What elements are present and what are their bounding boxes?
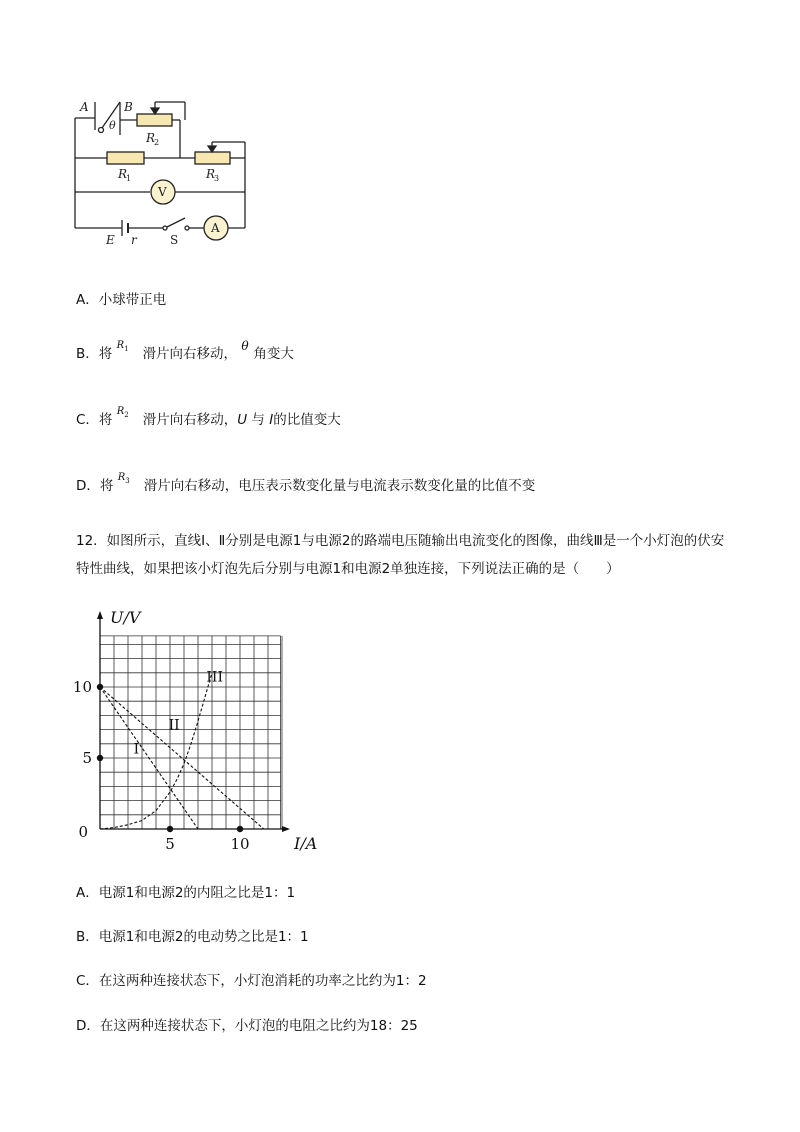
q12-option-b: B．电源1和电源2的电动势之比是1：1	[76, 929, 309, 945]
data-point-2	[97, 755, 103, 761]
symbol-r3: $R_3$	[117, 472, 130, 485]
symbol-r1: $R_1$	[116, 340, 129, 353]
label-r3-sub: 3	[214, 174, 220, 183]
resistor-r3	[195, 152, 230, 164]
circuit-diagram	[60, 90, 270, 250]
label-v: V	[158, 185, 167, 199]
data-point-4	[237, 826, 243, 832]
label-b: B	[124, 100, 133, 114]
symbol-i: I	[269, 412, 274, 428]
q11-option-a	[76, 291, 166, 309]
q11-option-d	[76, 472, 536, 500]
label-r2-sub: 2	[154, 138, 160, 147]
data-point-3	[167, 826, 173, 832]
series-label-2: II	[168, 717, 180, 734]
switch-icon	[167, 218, 185, 227]
option-b-end: 角变大	[253, 346, 294, 362]
ui-chart	[70, 605, 330, 855]
symbol-r2: $R_2$	[116, 406, 129, 419]
label-r: r	[131, 233, 137, 247]
x-tick-label: 10	[230, 835, 250, 853]
q11-option-c	[76, 406, 341, 434]
ball-icon	[99, 128, 104, 133]
option-c-prefix: C．将	[76, 412, 113, 428]
label-s: S	[170, 233, 179, 247]
ui-chart-svg	[70, 605, 330, 855]
y-tick-label: 10	[72, 678, 92, 696]
option-d-prefix: D．将	[76, 478, 114, 494]
x-tick-label: 5	[165, 835, 175, 853]
q11-option-a-text: A．小球带正电	[76, 292, 167, 308]
r3-slider-icon	[208, 146, 216, 152]
resistor-r2	[137, 114, 172, 126]
label-theta: θ	[109, 119, 116, 132]
resistor-r1	[107, 152, 144, 164]
origin-label: 0	[78, 823, 88, 841]
q12-option-c: C．在这两种连接状态下，小灯泡消耗的功率之比约为1：2	[76, 973, 427, 989]
label-e: E	[106, 233, 115, 247]
label-r3: R	[206, 167, 216, 181]
y-tick-label: 5	[82, 749, 92, 767]
option-d-text: 滑片向右移动，电压表示数变化量与电流表示数变化量的比值不变	[143, 478, 536, 494]
symbol-theta: θ	[241, 339, 249, 353]
label-ammeter: A	[211, 221, 220, 235]
series-label-3: III	[206, 669, 223, 686]
circuit-svg	[60, 90, 270, 250]
q11-option-b	[76, 339, 294, 368]
symbol-u: U	[237, 412, 248, 428]
q12-option-d: D．在这两种连接状态下，小灯泡的电阻之比约为18：25	[76, 1018, 418, 1034]
label-r1: R	[118, 167, 128, 181]
label-r2: R	[146, 131, 156, 145]
option-c-end: 的比值变大	[273, 412, 341, 428]
data-point-1	[97, 684, 103, 690]
option-c-and: 与	[251, 412, 265, 428]
option-c-middle: 滑片向右移动，	[142, 412, 238, 428]
option-b-prefix: B．将	[76, 346, 113, 362]
y-axis-label: U/V	[110, 608, 141, 627]
series-label-1: I	[133, 741, 140, 758]
label-r1-sub: 1	[126, 174, 132, 183]
label-a: A	[80, 100, 89, 114]
x-axis-label: I/A	[294, 834, 318, 853]
q12-stem: 12．如图所示，直线Ⅰ、Ⅱ分别是电源1与电源2的路端电压随输出电流变化的图像，曲线Ⅲ是一个小灯泡的伏安特性曲线，如果把该小灯泡先后分别与电源1和电源2单独连接，下列说法正确的是（ ）	[76, 533, 725, 577]
y-axis-arrow-icon	[97, 611, 103, 619]
x-axis-arrow-icon	[282, 826, 290, 832]
option-b-middle: 滑片向右移动，	[142, 346, 238, 362]
q12-option-a: A．电源1和电源2的内阻之比是1：1	[76, 885, 296, 901]
r2-slider-icon	[151, 108, 159, 114]
